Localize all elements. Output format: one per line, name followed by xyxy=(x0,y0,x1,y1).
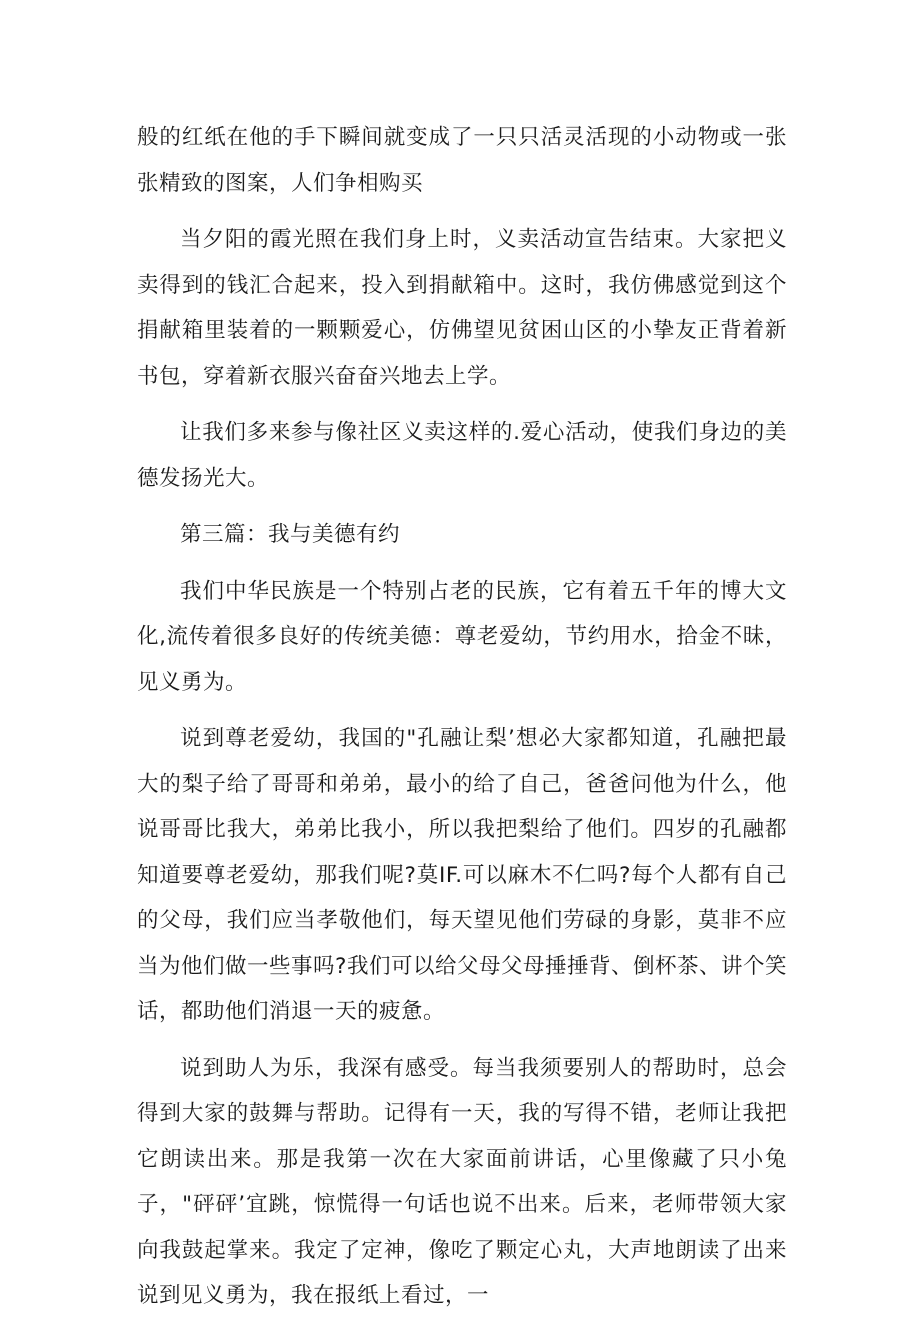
paragraph-respect-elders: 说到尊老爱幼，我国的"孔融让梨’想必大家都知道，孔融把最大的梨子给了哥哥和弟弟，最小的给了自己，爸爸问他为什么，他说哥哥比我大，弟弟比我小，所以我把梨给了他们。四岁的孔融都知道要尊老爱幼，那我们呢?莫IF.可以麻木不仁吗?每个人都有自己的父母，我们应当孝敬他们，每天望见他们劳碌的身影，莫非不应当为他们做一些事吗?我们可以给父母父母捶捶背、倒杯茶、讲个笑话，都助他们消退一天的疲惫。 xyxy=(137,726,787,1024)
paragraph-call-to-action: 让我们多来参与像社区义卖这样的.爱心活动，使我们身边的美德发扬光大。 xyxy=(137,420,787,491)
paragraph-charity-end: 当夕阳的霞光照在我们身上时，义卖活动宣告结束。大家把义卖得到的钱汇合起来，投入到捐献箱中。这时，我仿佛感觉到这个捐献箱里装着的一颗颗爱心，仿佛望见贫困山区的小挚友正背着新书包，穿着新衣服兴奋奋兴地去上学。 xyxy=(137,227,787,389)
section-heading: 第三篇：我与美德有约 xyxy=(180,522,401,547)
paragraph-helping-others: 说到助人为乐，我深有感受。每当我须要别人的帮助时，总会得到大家的鼓舞与帮助。记得有一天，我的写得不错，老师让我把它朗读出来。那是我第一次在大家面前讲话，心里像藏了只小兔子，"砰砰’宜跳，惊慌得一句话也说不出来。后来，老师带领大家向我鼓起掌来。我定了定神，像吃了颗定心丸，大声地朗读了出来说到见义勇为，我在报纸上看过，一 xyxy=(137,1055,787,1308)
paragraph-traditional-virtues: 我们中华民族是一个特别占老的民族，它有着五千年的博大文化,流传着很多良好的传统美德：尊老爱幼，节约用水，拾金不昧，见义勇为。 xyxy=(137,578,787,695)
paragraph-continued: 般的红纸在他的手下瞬间就变成了一只只活灵活现的小动物或一张张精致的图案，人们争相购买 xyxy=(137,125,787,196)
document-body xyxy=(137,115,787,1319)
